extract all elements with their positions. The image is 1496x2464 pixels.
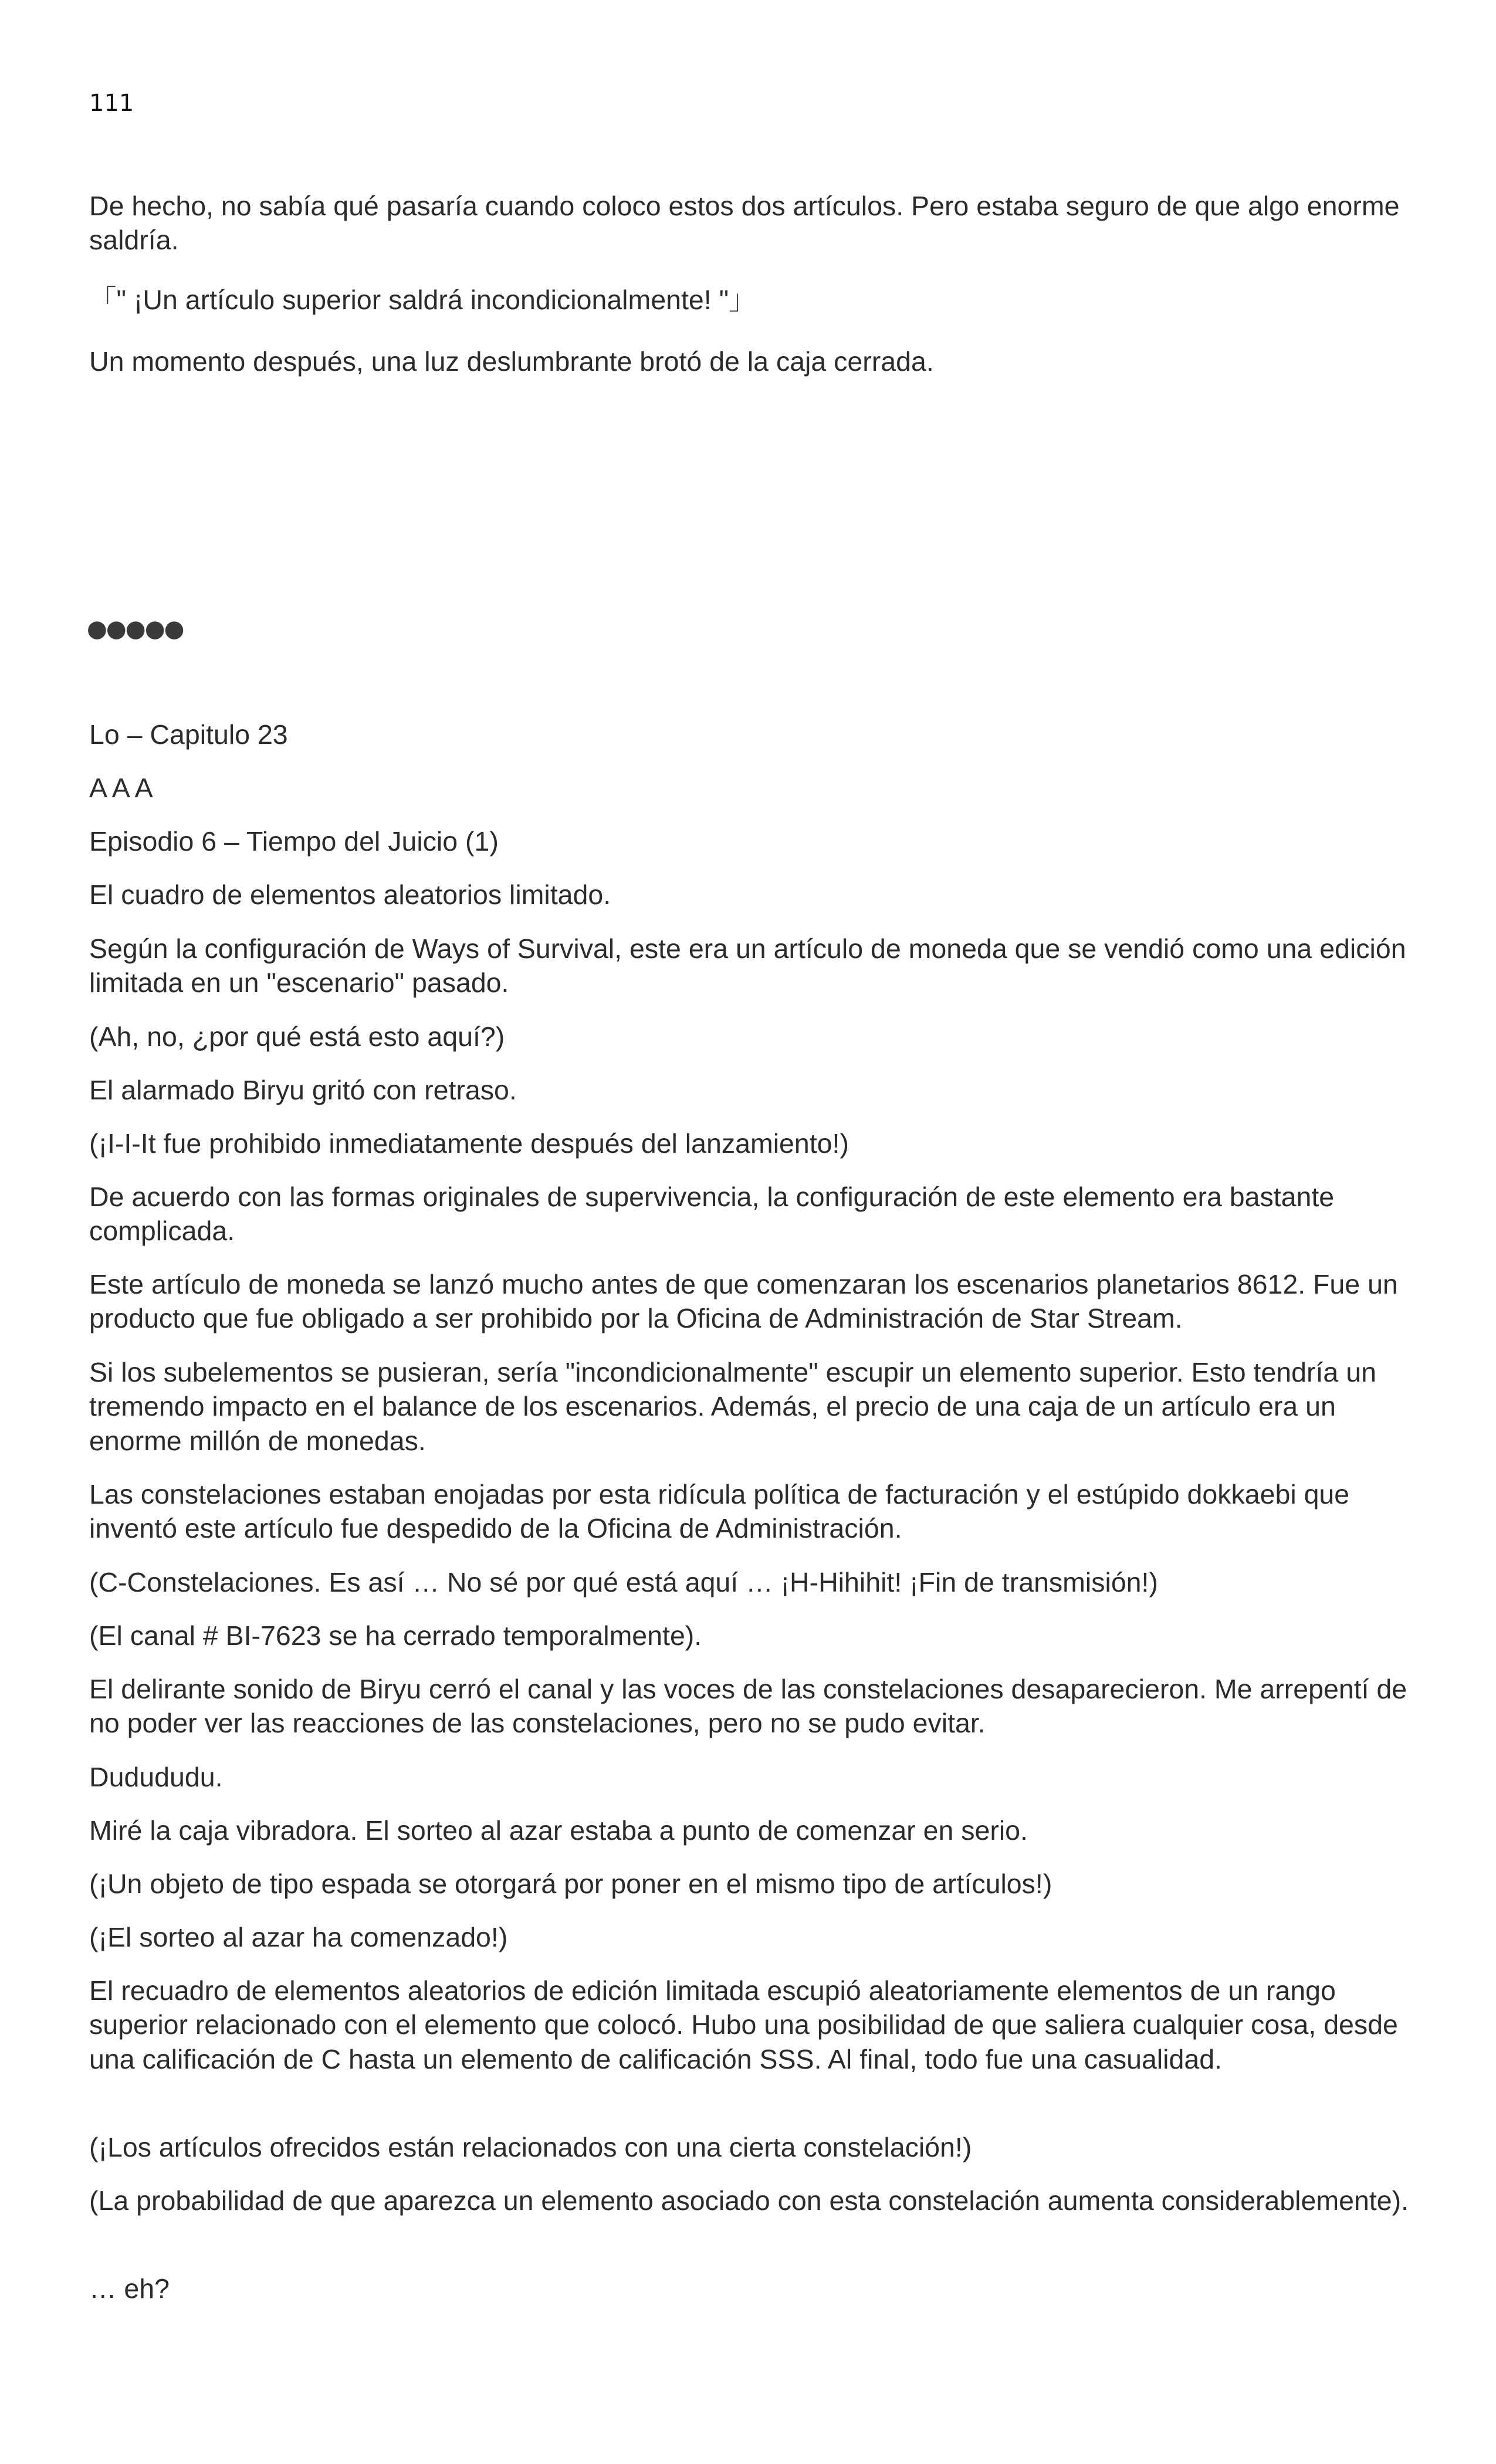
paragraph: De acuerdo con las formas originales de supervivencia, la configuración de este elemento era bastante complicada. bbox=[89, 1182, 1335, 1247]
paragraph: … eh? bbox=[89, 2273, 170, 2304]
paragraph: (El canal # BI-7623 se ha cerrado temporalmente). bbox=[89, 1620, 702, 1651]
paragraph: (C-Constelaciones. Es así … No sé por qué está aquí … ¡H-Hihihit! ¡Fin de transmisión!) bbox=[89, 1567, 1158, 1597]
paragraph: El cuadro de elementos aleatorios limitado. bbox=[89, 879, 611, 910]
paragraph: El delirante sonido de Biryu cerró el canal y las voces de las constelaciones desaparecieron. Me arrepentí de no poder ver las reacciones de las constelaciones, pero no se pudo evitar. bbox=[89, 1674, 1407, 1739]
section-divider: ●●●●● bbox=[87, 615, 184, 642]
paragraph: Este artículo de moneda se lanzó mucho antes de que comenzaran los escenarios planetarios 8612. Fue un producto que fue obligado a ser prohibido por la Oficina de Administración de Star Stream. bbox=[89, 1269, 1398, 1334]
paragraph: Dudududu. bbox=[89, 1762, 223, 1792]
paragraph: Miré la caja vibradora. El sorteo al azar estaba a punto de comenzar en serio. bbox=[89, 1815, 1028, 1846]
episode-heading: Episodio 6 – Tiempo del Juicio (1) bbox=[89, 826, 499, 857]
chapter-heading: Lo – Capitulo 23 bbox=[89, 719, 288, 750]
paragraph: (¡Los artículos ofrecidos están relacionados con una cierta constelación!) bbox=[89, 2132, 972, 2162]
paragraph: Las constelaciones estaban enojadas por esta ridícula política de facturación y el estúpido dokkaebi que inventó este artículo fue despedido de la Oficina de Administración. bbox=[89, 1479, 1350, 1544]
paragraph: Un momento después, una luz deslumbrante brotó de la caja cerrada. bbox=[89, 346, 934, 377]
paragraph: El recuadro de elementos aleatorios de edición limitada escupió aleatoriamente elementos de un rango superior relacionado con el elemento que colocó. Hubo una posibilidad de que saliera cualquier cosa, desde una calificación de C hasta un elemento de calificación SSS. Al final, todo fue una casualidad. bbox=[89, 1975, 1398, 2074]
paragraph: A A A bbox=[89, 773, 153, 803]
page-number: 111 bbox=[89, 90, 134, 117]
paragraph: (¡Un objeto de tipo espada se otorgará por poner en el mismo tipo de artículos!) bbox=[89, 1869, 1052, 1899]
paragraph: De hecho, no sabía qué pasaría cuando coloco estos dos artículos. Pero estaba seguro de que algo enorme saldría. bbox=[89, 191, 1400, 256]
paragraph: (La probabilidad de que aparezca un elemento asociado con esta constelación aumenta considerablemente). bbox=[89, 2185, 1409, 2216]
paragraph: Según la configuración de Ways of Survival, este era un artículo de moneda que se vendió como una edición limitada en un "escenario" pasado. bbox=[89, 933, 1406, 999]
paragraph: El alarmado Biryu gritó con retraso. bbox=[89, 1075, 517, 1105]
paragraph: Si los subelementos se pusieran, sería "incondicionalmente" escupir un elemento superior. Esto tendría un tremendo impacto en el balance de los escenarios. Además, el precio de una caja de un artículo era un enorme millón de monedas. bbox=[89, 1357, 1376, 1456]
paragraph: 「" ¡Un artículo superior saldrá incondicionalmente! "」 bbox=[89, 285, 756, 315]
paragraph: (Ah, no, ¿por qué está esto aquí?) bbox=[89, 1021, 505, 1052]
paragraph: (¡I-I-It fue prohibido inmediatamente después del lanzamiento!) bbox=[89, 1128, 849, 1159]
paragraph: (¡El sorteo al azar ha comenzado!) bbox=[89, 1922, 508, 1952]
